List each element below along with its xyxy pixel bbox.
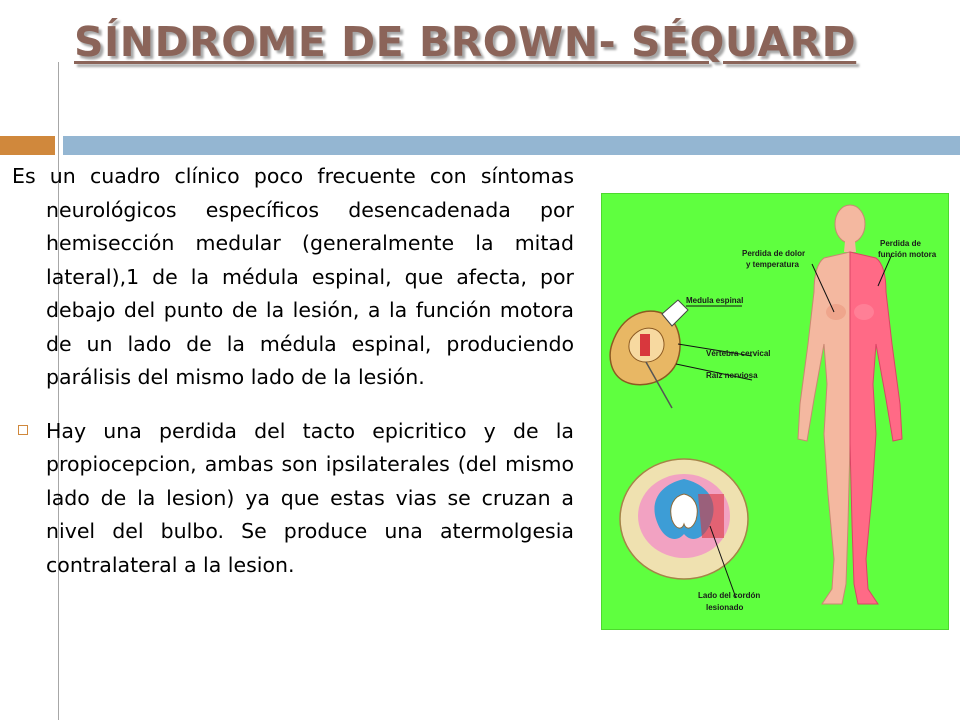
hollow-square-bullet-icon: [18, 425, 28, 435]
label-motor-1: Perdida de: [880, 239, 921, 248]
label-vertebra: Vértebra cervical: [706, 349, 771, 358]
human-body-figure: [798, 205, 902, 604]
accent-band-blue: [63, 136, 960, 155]
vertebra-drawing: [610, 300, 688, 408]
slide-title: SÍNDROME DE BROWN- SÉQUARD: [74, 18, 857, 66]
intro-paragraph: Es un cuadro clínico poco frecuente con síntomas neurológicos específicos desencadenada por hemisección medular (generalmente la mitad lateral),1 de la médula espinal, que afecta, por debajo del punto de la lesión, a la función motora de un lado de la médula espinal, produciendo parálisis del mismo lado de la lesión.: [12, 164, 574, 389]
content-text: [12, 160, 574, 582]
accent-band-orange: [0, 136, 55, 155]
label-lesion-side-1: Lado del cordón: [698, 591, 761, 600]
label-pain-temp-2: y temperatura: [746, 260, 799, 269]
spinal-cord-cross-section: [620, 459, 748, 579]
illustration-svg: [602, 194, 948, 629]
bullet-item: [12, 415, 574, 583]
label-pain-temp-1: Perdida de dolor: [742, 249, 806, 258]
label-lesion-side-2: lesionado: [706, 603, 744, 612]
label-spinal-cord: Medula espinal: [686, 296, 744, 305]
label-nerve-root: Raíz nerviosa: [706, 371, 758, 380]
bullet-text: Hay una perdida del tacto epicritico y de la propiocepcion, ambas son ipsilaterales (del mismo lado de la lesion) ya que estas vias se cruzan a nivel del bulbo. Se produce una atermolgesia contralateral a la lesion.: [46, 418, 574, 577]
label-motor-2: función motora: [878, 250, 937, 259]
brown-sequard-illustration: [601, 193, 949, 630]
